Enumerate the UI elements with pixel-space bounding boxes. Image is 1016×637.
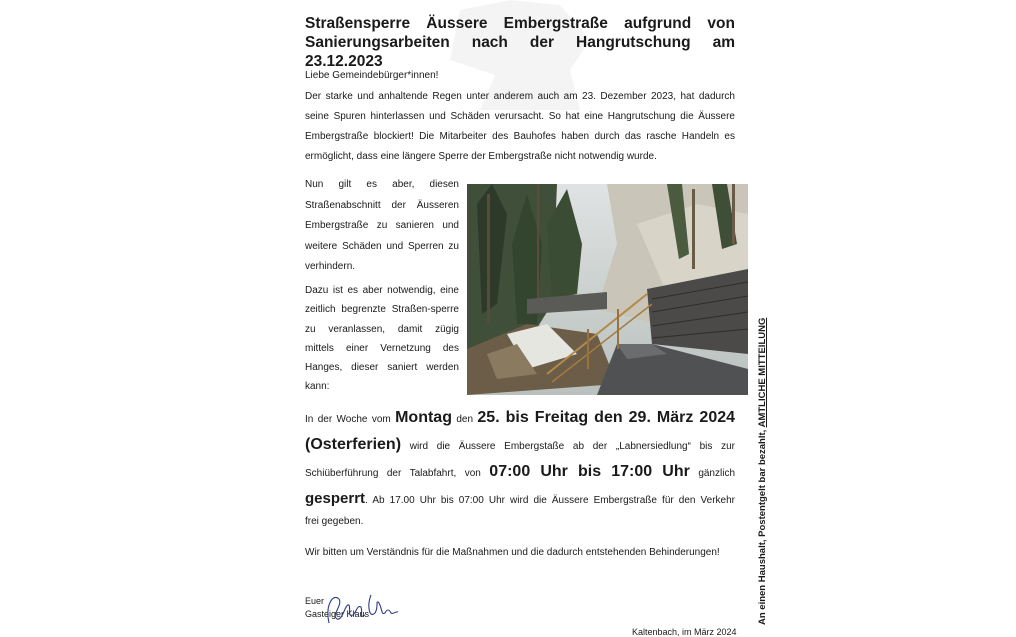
closure-reason-paragraph: Dazu ist es aber notwendig, eine zeitlich begrenzte Straßen-sperre zu veranlassen, damit zügig mittels einer Vernetzung des Hanges, dieser saniert werden kann: (305, 285, 459, 393)
signoff-name: Gasteiger Klaus (305, 609, 370, 619)
closure-date-range: 25. bis Freitag den 29. März 2024 (477, 409, 736, 426)
closure-line-1 (305, 404, 735, 431)
closure-line-2 (305, 431, 735, 458)
page-title (305, 14, 735, 71)
landslide-photo (467, 184, 748, 395)
closure-details (305, 404, 735, 532)
closure-line-5 (305, 512, 735, 532)
signoff-greeting: Euer (305, 596, 325, 606)
renovation-paragraph: Nun gilt es aber, diesen Straßenabschnitt der Äusseren Embergstraße zu sanieren und weitere Schäden und Sperren zu verhindern. (305, 179, 459, 272)
salutation: Liebe Gemeindebürger*innen! (305, 70, 439, 81)
closure-highlight: (Osterferien) (305, 436, 402, 453)
thanks-paragraph: Wir bitten um Verständnis für die Maßnahmen und die dadurch entstehenden Behinderungen! (305, 547, 720, 558)
closure-text: den (451, 414, 478, 425)
closure-text: . Ab 17.00 Uhr bis 07:00 Uhr wird die Äussere Embergstraße für den Verkehr (365, 495, 735, 506)
closure-line-3 (305, 458, 735, 485)
closure-highlight: Montag (395, 409, 452, 426)
closure-highlight: gesperrt (305, 490, 366, 507)
closure-time-range: 07:00 Uhr bis 17:00 Uhr (489, 463, 690, 480)
closure-text: frei gegeben. (305, 516, 364, 527)
closure-line-4 (305, 485, 735, 512)
dateline: Kaltenbach, im März 2024 (632, 627, 737, 637)
postal-notice-text: An einen Haushalt, Postentgelt bar bezahlt, (757, 427, 768, 625)
intro-paragraph: Der starke und anhaltende Regen unter anderem auch am 23. Dezember 2023, hat dadurch seine Spuren hinterlassen und Schäden verursacht. So hat eine Hangrutschung die Äussere Embergstraße blockiert! Die Mitarbeiter des Bauhofes haben durch das rasche Handeln es ermöglicht, dass eine längere Sperre der Embergstraße nicht notwendig wurde. (305, 91, 735, 162)
closure-text: wird die Äussere Embergstaße ab der „Labnersiedlung“ bis zur (401, 441, 735, 452)
handwritten-signature (323, 585, 401, 630)
title-line-2: Sanierungsarbeiten nach der Hangrutschung am 23.12.2023 (305, 34, 735, 70)
postal-notice (757, 318, 768, 625)
title-line-1: Straßensperre Äussere Embergstraße aufgrund von (305, 15, 735, 32)
closure-text: Schiüberführung der Talabfahrt, von (305, 468, 490, 479)
official-notice-label: AMTLICHE MITTEILUNG (757, 317, 768, 428)
closure-text: In der Woche vom (305, 414, 396, 425)
closure-text: gänzlich (689, 468, 736, 479)
